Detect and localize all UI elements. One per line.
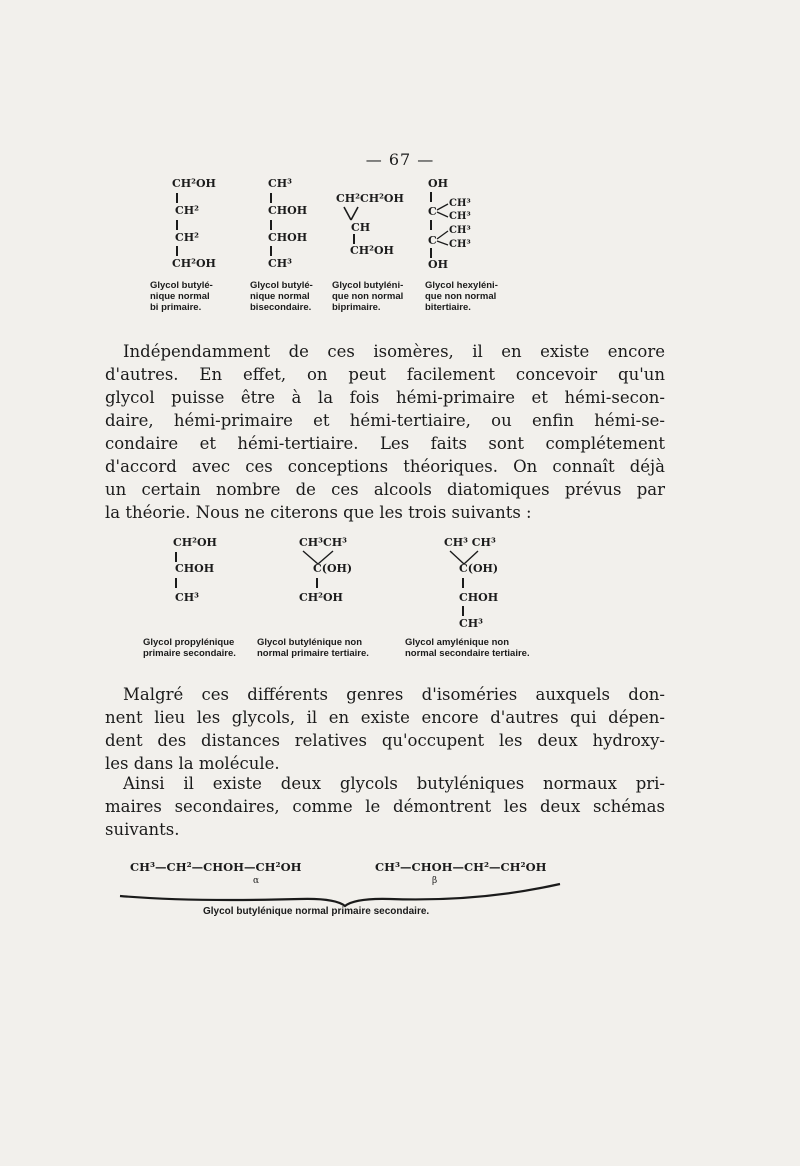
text-line: Malgré ces différents genres d'isoméries auxquels don- (123, 685, 665, 704)
formula-t2-c2-1: CH³CH³ (299, 536, 347, 549)
formula-c3-2: CH (351, 221, 371, 234)
formula-c4-c1: C (428, 205, 437, 218)
text-line: un certain nombre de ces alcools diatomiques prévus par (105, 480, 665, 499)
text-line: Indépendamment de ces isomères, il en existe encore (123, 342, 665, 361)
paragraph-2 (105, 683, 665, 775)
formula-c3-3: CH²OH (350, 244, 394, 257)
bond-diagonal (351, 207, 358, 220)
bond-diagonal (437, 204, 448, 210)
beta-label: β (432, 876, 438, 886)
formula-c2-2: CHOH (268, 204, 308, 217)
caption-4: Glycol hexyléni- que non normal bitertiaire. (425, 280, 498, 313)
formula-t2-c3-4: CH³ (459, 617, 483, 630)
bond-diagonal (437, 231, 448, 239)
formula-c1-2: CH² (175, 204, 199, 217)
formula-c4-2b: CH³ (449, 211, 471, 222)
brace (120, 884, 560, 906)
text-line: Ainsi il existe deux glycols butyléniques normaux pri- (123, 774, 665, 793)
formula-c2-4: CH³ (268, 257, 292, 270)
bond-diagonal (464, 551, 478, 564)
paragraph-3 (105, 772, 665, 841)
bond-diagonal (318, 551, 333, 564)
formula-t2-c3-2: C(OH) (459, 562, 499, 575)
text-line: suivants. (105, 820, 180, 839)
formula-c2-1: CH³ (268, 177, 292, 190)
formula-c3-1: CH²CH²OH (336, 192, 404, 205)
caption-3: Glycol butyléni- que non normal biprimaire. (332, 280, 404, 313)
formula-c2-3: CHOH (268, 231, 308, 244)
bond-diagonal (450, 551, 464, 564)
formula-alpha: CH³—CH²—CHOH—CH²OH (130, 860, 302, 874)
formula-t2-c2-3: CH²OH (299, 591, 343, 604)
text-line: les dans la molécule. (105, 754, 280, 773)
page-number: — 67 — (365, 150, 435, 169)
alpha-label: α (253, 876, 260, 886)
text-line: nent lieu les glycols, il en existe encore d'autres qui dépen- (105, 708, 665, 727)
bond-diagonal (437, 241, 448, 245)
caption-1: Glycol butylé- nique normal bi primaire. (150, 280, 213, 313)
text-line: glycol puisse être à la fois hémi-primaire et hémi-secon- (105, 388, 665, 407)
text-line: la théorie. Nous ne citerons que les trois suivants : (105, 503, 532, 522)
formula-c4-4: OH (428, 258, 448, 271)
bottom-caption: Glycol butylénique normal primaire secondaire. (203, 906, 430, 917)
formula-t2-c1-1: CH²OH (173, 536, 217, 549)
formula-c4-c2: C (428, 234, 437, 247)
text-line: d'accord avec ces conceptions théoriques. On connaît déjà (105, 457, 665, 476)
bond-diagonal (437, 212, 448, 217)
text-line: daire, hémi-primaire et hémi-tertiaire, ou enfin hémi-se- (105, 411, 665, 430)
text-line: dent des distances relatives qu'occupent les deux hydroxy- (105, 731, 665, 750)
formula-t2-c2-2: C(OH) (313, 562, 353, 575)
formula-c1-4: CH²OH (172, 257, 216, 270)
formula-t2-c1-2: CHOH (175, 562, 215, 575)
bond-diagonal (303, 551, 318, 564)
formula-c4-1: OH (428, 177, 448, 190)
caption-2: Glycol butylé- nique normal bisecondaire. (250, 280, 313, 313)
formula-c1-1: CH²OH (172, 177, 216, 190)
caption-t2-2: Glycol butylénique non normal primaire tertiaire. (257, 637, 369, 659)
caption-t2-1: Glycol propylénique primaire secondaire. (143, 637, 236, 659)
bond-diagonal (344, 207, 351, 220)
formula-beta: CH³—CHOH—CH²—CH²OH (375, 860, 547, 874)
formula-t2-c3-3: CHOH (459, 591, 499, 604)
formula-c4-2a: CH³ (449, 198, 471, 209)
text-line: maires secondaires, comme le démontrent les deux schémas (105, 797, 665, 816)
text-line: d'autres. En effet, on peut facilement concevoir qu'un (105, 365, 665, 384)
text-line: condaire et hémi-tertiaire. Les faits sont complétement (105, 434, 665, 453)
caption-t2-3: Glycol amylénique non normal secondaire tertiaire. (405, 637, 530, 659)
formula-t2-c3-1: CH³ CH³ (444, 536, 496, 549)
formula-c4-3a: CH³ (449, 225, 471, 236)
formula-t2-c1-3: CH³ (175, 591, 199, 604)
formula-c1-3: CH² (175, 231, 199, 244)
formula-c4-3b: CH³ (449, 239, 471, 250)
